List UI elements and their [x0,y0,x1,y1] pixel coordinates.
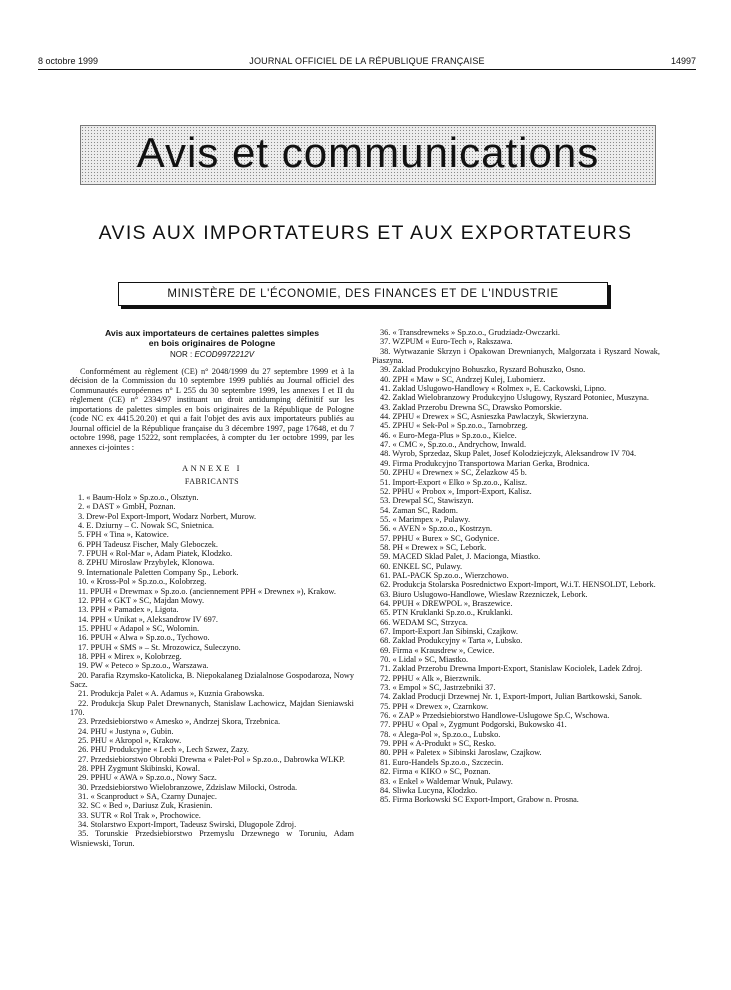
annex-subtitle: FABRICANTS [184,477,240,487]
list-item: 43. Zaklad Przerobu Drewna SC, Drawsko Pomorskie. [380,402,562,412]
list-item: 56. « AVEN » Sp.zo.o., Kostrzyn. [380,524,493,534]
banner-title: Avis et communications [136,129,600,176]
list-item: 18. PPH « Mirex », Kolobrzeg. [78,651,182,661]
list-item: 35. Torunskie Przedsiebiorstwo Przemyslu Drzewnego w Toruniu, Adam Wisniewski, Torun. [70,829,354,848]
list-item: 30. Przedsiebiorstwo Wielobranzowe, Zdzislaw Milocki, Ostroda. [78,782,298,792]
list-item: 11. PPUH « Drewmax » Sp.zo.o. (anciennement PPH « Drewnex »), Krakow. [78,586,336,596]
list-item: 75. PPH « Drewex », Czarnkow. [380,701,489,711]
column-left [70,328,354,848]
list-item: 32. SC « Bed », Dariusz Zuk, Krasienin. [78,801,213,811]
list-item: 25. PHU « Akropol », Krakow. [78,736,182,746]
list-item: 23. Przedsiebiorstwo « Amesko », Andrzej Skora, Trzebnica. [78,717,281,727]
list-item: 58. PH « Drewex » SC, Lebork. [380,542,487,552]
list-item: 67. Import-Export Jan Sibinski, Czajkow. [380,627,518,636]
list-item: 53. Drewpal SC, Stawiszyn. [380,496,474,506]
list-item: 22. Produkcja Skup Palet Drewnanych, Stanislaw Lachowicz, Majdan Sieniawski 170. [70,698,354,717]
list-item: 64. PPUH « DREWPOL », Braszewice. [380,598,513,608]
list-item: 51. Import-Export « Elko » Sp.zo.o., Kalisz. [380,477,528,487]
column-right [372,328,660,805]
list-item: 15. PPHU « Adapol » SC, Wolomin. [78,623,200,633]
main-heading: AVIS AUX IMPORTATEURS ET AUX EXPORTATEURS [98,222,633,244]
list-item: 85. Firma Borkowski SC Export-Import, Grabow n. Prosna. [380,795,579,805]
list-item: 38. Wytwazanie Skrzyn i Opakowan Drewnianych, Malgorzata i Ryszard Nowak, Piaszyna. [372,346,660,366]
list-item: 37. WZPUM « Euro-Tech », Rakszawa. [380,337,513,347]
list-item: 36. « Transdrewneks » Sp.zo.o., Grudziadz-Owczarki. [380,328,560,337]
list-item: 39. Zaklad Produkcyjno Bohuszko, Ryszard Bohuszko, Osno. [380,365,586,375]
list-item: 77. PPHU « Opal », Zygmunt Podgorski, Bukowsko 41. [380,720,567,730]
list-item: 70. « Lidal » SC, Miastko. [380,655,469,665]
list-item: 28. PPH Zygmunt Skibinski, Kowal. [78,764,200,774]
list-item: 17. PPUH « SMS » – St. Mrozowicz, Suleczyno. [78,642,241,652]
list-item: 63. Biuro Uslugowo-Handlowe, Wieslaw Rzezniczek, Lebork. [380,589,588,599]
avis-title [70,328,354,348]
list-item: 42. Zaklad Wielobranzowy Produkcyjno Uslugowy, Ryszard Potoniec, Muszyna. [380,393,649,403]
list-item: 5. FPH « Tina », Katowice. [78,530,169,540]
avis-title-line1: Avis aux importateurs de certaines palettes simples [104,328,320,338]
list-item: 40. ZPH « Maw » SC, Andrzej Kulej, Lubomierz. [380,374,546,384]
list-item: 33. SUTR « Rol Trak », Prochowice. [78,810,201,820]
list-item: 6. PPH Tadeusz Fischer, Maly Gleboczek. [78,539,218,549]
list-item: 10. « Kross-Pol » Sp.zo.o., Kolobrzeg. [78,577,207,587]
header-divider [38,69,696,70]
list-item: 83. « Enkel » Waldemar Wnuk, Pulawy. [380,776,513,786]
list-item: 29. PPHU « AWA » Sp.zo.o., Nowy Sacz. [78,773,217,783]
list-item: 71. Zaklad Przerobu Drewna Import-Export, Stanislaw Kociolek, Ladek Zdroj. [380,664,643,674]
avis-title-line2: en bois originaires de Pologne [148,338,276,348]
list-item: 44. ZPHU « Drewex » SC, Asnieszka Pawlaczyk, Skwierzyna. [380,412,589,422]
list-item: 81. Euro-Handels Sp.zo.o., Szczecin. [380,757,504,767]
header-journal-title: JOURNAL OFFICIEL DE LA RÉPUBLIQUE FRANÇAISE [249,56,485,66]
list-item: 65. PTN Kruklanki Sp.zo.o., Kruklanki. [380,608,513,618]
list-item: 41. Zaklad Uslugowo-Handlowy « Rolmex », E. Cackowski, Lipno. [380,384,607,394]
list-item: 4. E. Dziurny – C. Nowak SC, Snietnica. [78,521,214,531]
list-item: 72. PPHU « Alk », Bierzwnik. [380,673,481,683]
list-item: 47. « CMC », Sp.zo.o., Andrychow, Inwald. [380,440,527,450]
list-item: 78. « Alega-Pol », Sp.zo.o., Lubsko. [380,729,501,739]
list-item: 16. PPUH « Alwa » Sp.zo.o., Tychowo. [78,633,210,643]
list-item: 50. ZPHU « Drewnex » SC, Zelazkow 45 b. [380,468,527,478]
section-banner [80,125,656,185]
page-header [38,56,696,70]
manufacturer-list-right [372,328,660,805]
list-item: 7. FPUH « Rol-Mar », Adam Piatek, Klodzko. [78,549,233,559]
list-item: 8. ZPHU Miroslaw Przybylek, Klonowa. [78,558,215,568]
list-item: 49. Firma Produkcyjno Transportowa Marian Gerka, Brodnica. [380,458,590,468]
list-item: 66. WEDAM SC, Strzyca. [380,617,468,627]
list-item: 1. « Baum-Holz » Sp.zo.o., Olsztyn. [78,493,199,503]
header-date: 8 octobre 1999 [38,56,99,66]
list-item: 20. Parafia Rzymsko-Katolicka, B. Niepokalaneg Dzialalnose Gospodaroza, Nowy Sacz. [70,670,354,689]
list-item: 3. Drew-Pol Export-Import, Wodarz Norbert, Murow. [78,511,257,521]
list-item: 13. PPH « Pamadex », Ligota. [78,605,179,615]
list-item: 2. « DAST » GmbH, Poznan. [78,502,176,512]
list-item: 60. ENKEL SC, Pulawy. [380,561,463,571]
list-item: 74. Zaklad Producji Drzewnej Nr. 1, Export-Import, Julian Bartkowski, Sanok. [380,692,642,702]
manufacturer-list-left [70,493,354,848]
list-item: 46. « Euro-Mega-Plus » Sp.zo.o., Kielce. [380,430,517,440]
list-item: 27. Przedsiebiorstwo Obrobki Drewna « Palet-Pol » Sp.zo.o., Dabrowka WLKP. [78,754,345,764]
header-page-number: 14997 [670,56,696,66]
list-item: 55. « Marimpex », Pulawy. [380,514,471,524]
list-item: 26. PHU Produkcyjne « Lech », Lech Szwez, Zazy. [78,745,249,755]
list-item: 59. MACED Sklad Palet, J. Maciongа, Miastko. [380,552,541,562]
list-item: 45. ZPHU « Sek-Pol » Sp.zo.o., Tarnobrzeg. [380,421,528,431]
list-item: 54. Zaman SC, Radom. [380,505,458,515]
avis-intro-paragraph: Conformément au règlement (CE) n° 2048/1999 du 27 septembre 1999 et à la décision de la Commission du 10 septembre 1999 publiés au Journal officiel des Communautés européennes n° L 255 du 30 septembre 1999, les annexes I et II du règlement (CE) n° 2334/97 instituant un droit antidumping définitif sur les importations de palettes simples en bois originaires de la République de Pologne (code NC ex 4415.20.20) et qui a fait l'objet des avis aux importateurs publiés au Journal officiel de la République française du 3 décembre 1997, page 17648, et du 7 octobre 1998, page 15222, sont remplacées, à compter du 1er octobre 1999, par les annexes ci-jointes : [70,367,354,452]
list-item: 80. PPH « Paletex » Sibinski Jaroslaw, Czajkow. [380,748,542,758]
list-item: 24. PHU « Justyna », Gubin. [78,726,174,736]
list-item: 84. Sliwka Lucyna, Klodzko. [380,785,478,795]
list-item: 12. PPH « GKT » SC, Majdan Mowy. [78,595,205,605]
list-item: 61. PAL-PACK Sp.zo.o., Wierzchowo. [380,570,509,580]
list-item: 48. Wyrob, Sprzedaz, Skup Palet, Josef Kolodziejczyk, Aleksandrow IV 704. [380,449,637,459]
list-item: 79. PPH « A-Produkt » SC, Resko. [380,739,496,749]
list-item: 14. PPH « Unikat », Aleksandrow IV 697. [78,614,218,624]
list-item: 68. Zaklad Produkcyjny « Tarta », Lubsko. [380,636,523,646]
annex-title: ANNEXE I [182,463,242,474]
nor-code: ECOD9972212V [194,350,255,359]
list-item: 82. Firma « KIKO » SC, Poznan. [380,767,491,777]
list-item: 73. « Empol » SC, Jastrzebniki 37. [380,683,496,693]
list-item: 52. PPHU « Probox », Import-Export, Kalisz. [380,486,532,496]
list-item: 21. Produkcja Palet « A. Adamus », Kuznia Grabowska. [78,689,265,699]
list-item: 9. Internationale Paletten Company Sp., Lebork. [78,567,239,577]
list-item: 69. Firma « Krausdrew », Cewice. [380,645,495,655]
list-item: 76. « ZAP » Przedsiebiorstwo Handlowe-Uslugowe Sp.C, Wschowa. [380,711,610,721]
nor-reference [70,349,354,361]
list-item: 31. « Scanproduct » SA, Czarny Dunajec. [78,792,217,802]
ministry-name: MINISTÈRE DE L'ÉCONOMIE, DES FINANCES ET DE L'INDUSTRIE [167,288,559,300]
list-item: 19. PW « Peteco » Sp.zo.o., Warszawa. [78,661,209,671]
ministry-box [118,282,608,306]
list-item: 57. PPHU « Burex » SC, Godynice. [380,533,500,543]
list-item: 34. Stolarstwo Export-Import, Tadeusz Swirski, Dlugopole Zdroj. [78,820,297,830]
list-item: 62. Produkcja Stolarska Posrednictwo Export-Import, W.i.T. HENSOLDT, Lebork. [380,580,656,590]
nor-label: NOR : [169,350,193,359]
